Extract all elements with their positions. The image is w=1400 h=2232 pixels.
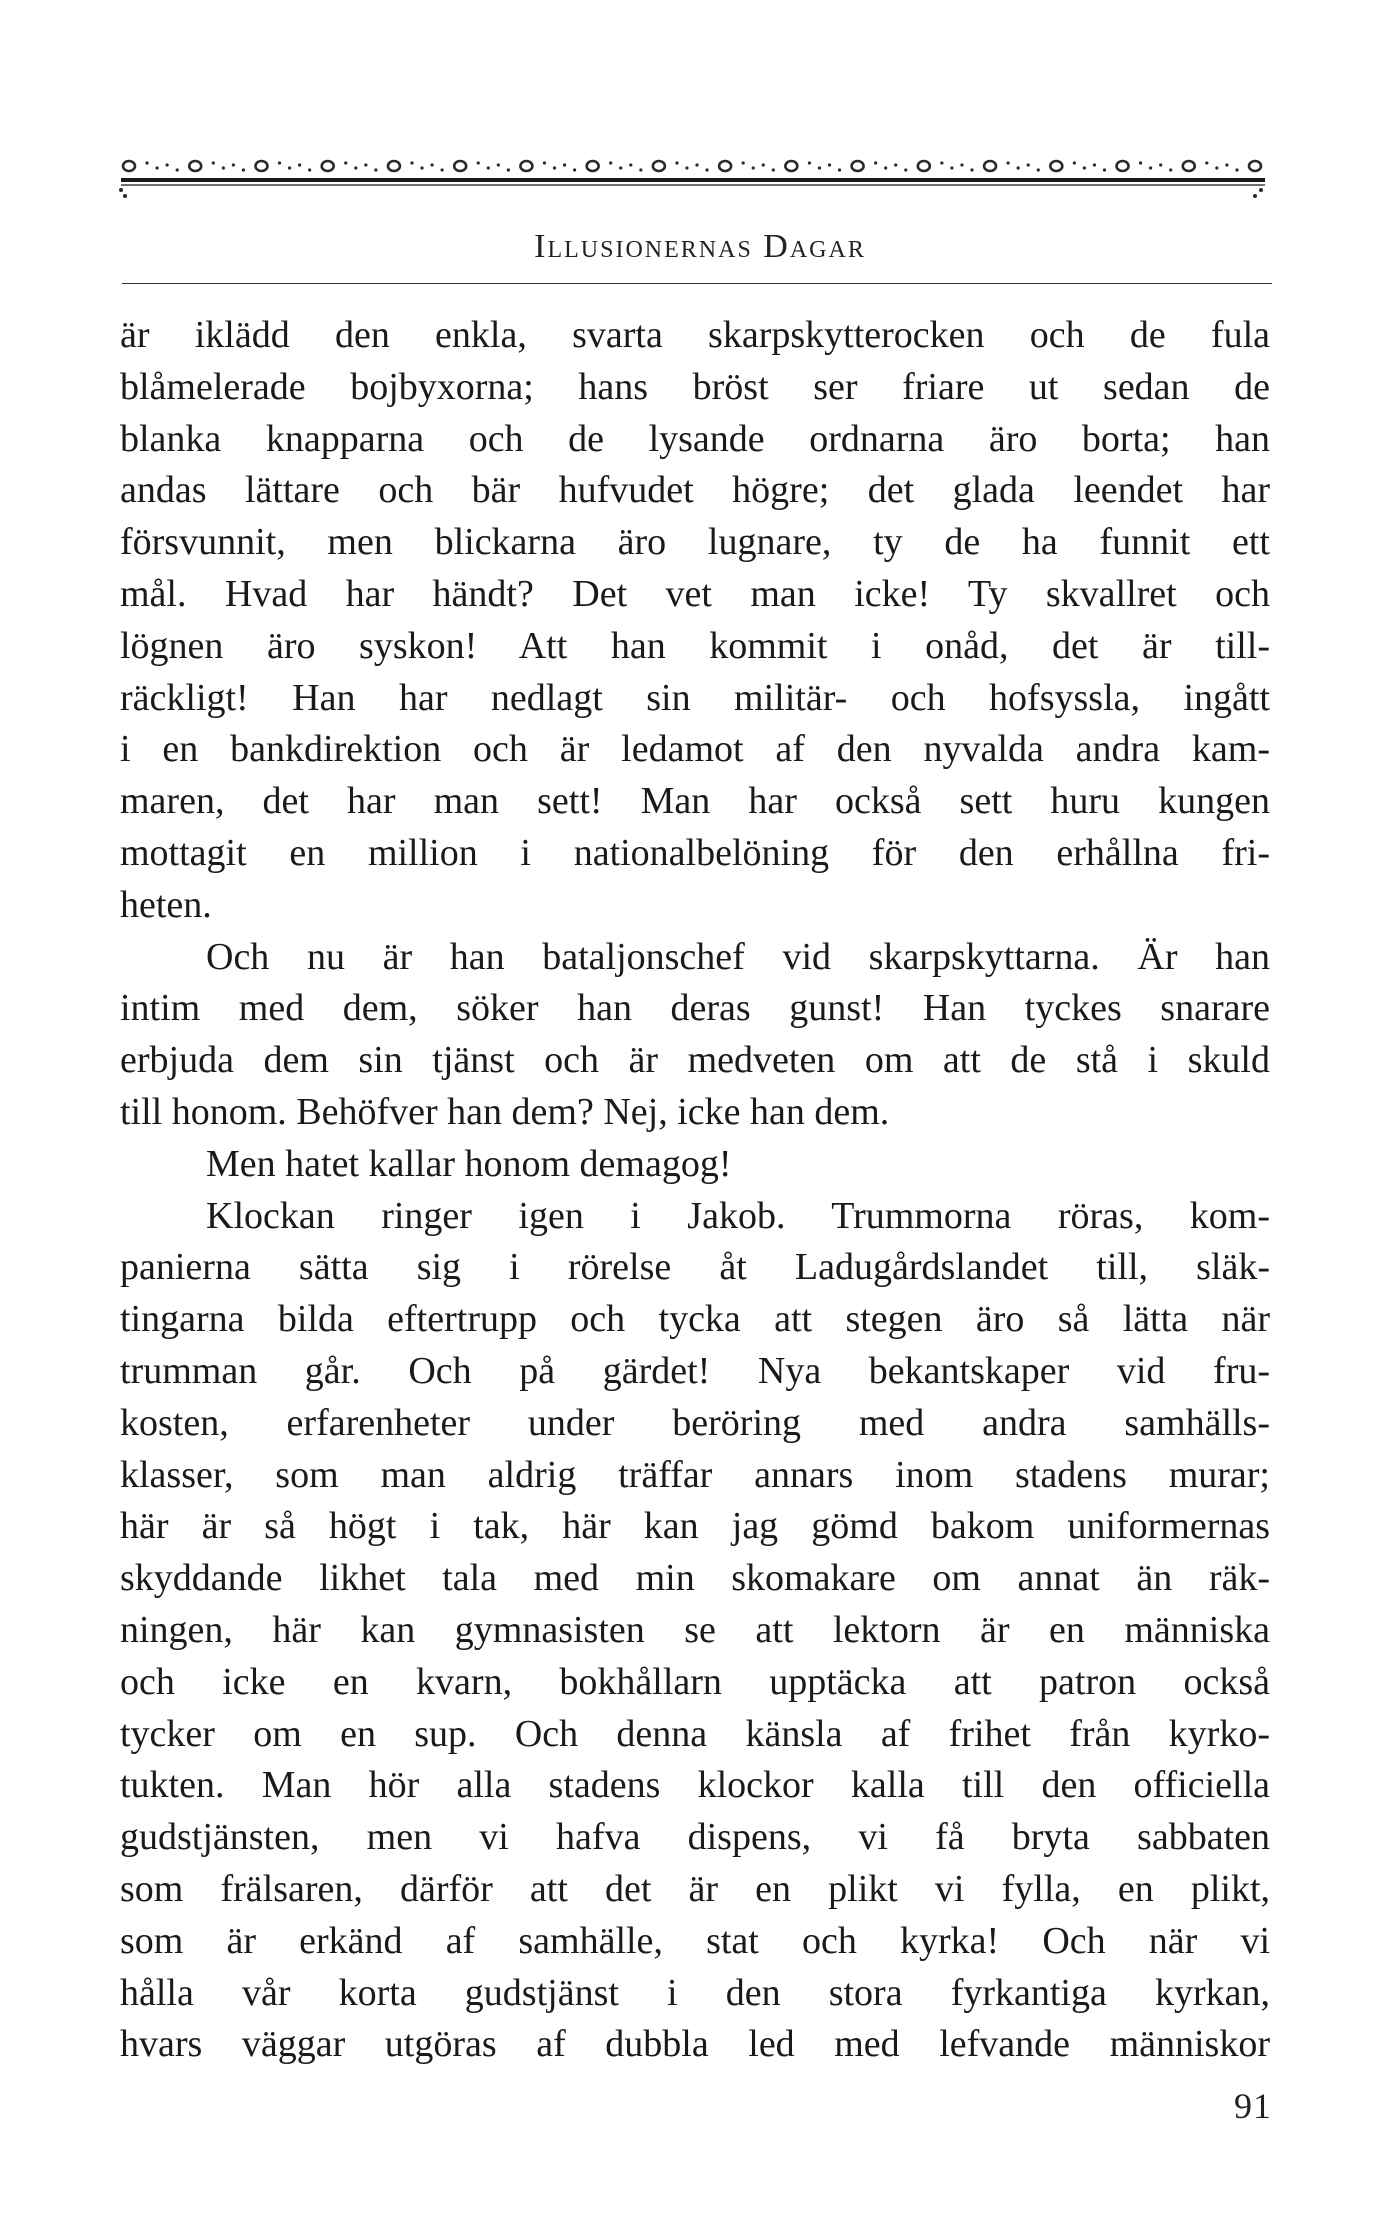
ornament-dot	[1027, 163, 1030, 166]
text-line: tukten. Man hör alla stadens klockor kalla till den officiella	[120, 1764, 1270, 1807]
page-number: 91	[1234, 2086, 1272, 2126]
ornament-loop	[785, 161, 797, 171]
text-line: maren, det har man sett! Man har också sett huru kungen	[120, 780, 1270, 823]
ornament-dot	[838, 168, 841, 171]
ornament-dot	[497, 163, 500, 166]
ornament-dot	[752, 166, 755, 169]
ornament-loop	[719, 161, 731, 171]
ornament-dot	[808, 161, 811, 164]
ornament-loop	[918, 161, 930, 171]
ornament-dot	[344, 161, 347, 164]
ornament-dot	[1205, 161, 1208, 164]
ornament-loop	[1249, 161, 1261, 171]
ornament-loop	[1050, 161, 1062, 171]
text-line: blanka knapparna och de lysande ordnarna äro borta; han	[120, 417, 1270, 460]
ornament-dot	[288, 166, 291, 169]
ornament-dot	[874, 161, 877, 164]
text-line: intim med dem, söker han deras gunst! Han tyckes snarare	[120, 987, 1270, 1030]
ornament-dot	[1017, 166, 1020, 169]
ornament-dot	[563, 163, 566, 166]
ornament-dot	[242, 168, 245, 171]
ornament-dot	[1225, 163, 1228, 166]
text-line: och icke en kvarn, bokhållarn upptäcka att patron också	[120, 1660, 1270, 1703]
ornament-dot	[742, 161, 745, 164]
ornament-dot	[1073, 161, 1076, 164]
text-line: som frälsaren, därför att det är en plikt vi fylla, en plikt,	[120, 1867, 1270, 1910]
ornament-dot	[629, 163, 632, 166]
ornament-dot	[705, 168, 708, 171]
ornament-dot	[1093, 163, 1096, 166]
ornament-dot	[772, 168, 775, 171]
text-line: mål. Hvad har händt? Det vet man icke! Ty skvallret och	[120, 572, 1270, 615]
ornament-dot	[278, 161, 281, 164]
ornament-dot	[685, 166, 688, 169]
ornament-dot	[1139, 161, 1142, 164]
text-line: tycker om en sup. Och denna känsla af frihet från kyrko-	[120, 1712, 1270, 1755]
ornament-loop	[520, 161, 532, 171]
ornament-dot	[176, 168, 179, 171]
text-line: Men hatet kallar honom demagog!	[206, 1142, 732, 1185]
ornament-dot	[308, 168, 311, 171]
ornament-dot	[232, 163, 235, 166]
text-line: försvunnit, men blickarna äro lugnare, ty de ha funnit ett	[120, 521, 1270, 564]
text-line: kosten, erfarenheter under beröring med andra samhälls-	[120, 1401, 1270, 1444]
text-line: heten.	[120, 883, 212, 926]
ornament-dot	[145, 161, 148, 164]
ornament-dot	[639, 168, 642, 171]
ornament-dot	[1083, 166, 1086, 169]
text-line: till honom. Behöfver han dem? Nej, icke han dem.	[120, 1090, 890, 1133]
text-line: räckligt! Han har nedlagt sin militär- och hofsyssla, ingått	[120, 676, 1270, 719]
ornament-dot	[155, 166, 158, 169]
text-line: hålla vår korta gudstjänst i den stora fyrkantiga kyrkan,	[120, 1971, 1270, 2014]
text-line: Och nu är han bataljonschef vid skarpskyttarna. Är han	[206, 935, 1270, 978]
text-line: blåmelerade bojbyxorna; hans bröst ser friare ut sedan de	[120, 365, 1270, 408]
ornament-loop	[653, 161, 665, 171]
ornament-dot	[1037, 168, 1040, 171]
text-line: skyddande likhet tala med min skomakare om annat än räk-	[120, 1557, 1270, 1600]
text-line: här är så högt i tak, här kan jag gömd bakom uniformernas	[120, 1505, 1270, 1548]
ornament-dot	[894, 163, 897, 166]
ornament-dot	[222, 166, 225, 169]
ornament-loop	[1117, 161, 1129, 171]
header-rule	[122, 283, 1272, 284]
text-line: gudstjänsten, men vi hafva dispens, vi få bryta sabbaten	[120, 1816, 1270, 1859]
text-line: i en bankdirektion och är ledamot af den nyvalda andra kam-	[120, 728, 1270, 771]
ornament-dot	[762, 163, 765, 166]
text-line: Klockan ringer igen i Jakob. Trummorna röras, kom-	[206, 1194, 1270, 1237]
ornament-dot	[609, 161, 612, 164]
text-line: lögnen äro syskon! Att han kommit i onåd, det är till-	[120, 624, 1270, 667]
ornament-dot	[430, 163, 433, 166]
ornament-dot	[553, 166, 556, 169]
ornament-dot	[364, 163, 367, 166]
text-line: tingarna bilda eftertrupp och tycka att stegen äro så lätta när	[120, 1298, 1270, 1341]
ornament-dot	[1215, 166, 1218, 169]
ornament-dot	[675, 161, 678, 164]
ornament-loop	[123, 161, 135, 171]
ornament-dot	[410, 161, 413, 164]
ornament-dot	[940, 161, 943, 164]
ornament-loop	[454, 161, 466, 171]
ornament-dot	[818, 166, 821, 169]
ornament-dot	[695, 163, 698, 166]
ornament-dot	[828, 163, 831, 166]
ornament-dot	[1103, 168, 1106, 171]
ornament-dot	[507, 168, 510, 171]
ornament-loop	[1183, 161, 1195, 171]
ornament-loop	[388, 161, 400, 171]
ornament-dot	[354, 166, 357, 169]
ornament-dot	[1007, 161, 1010, 164]
ornament-dot	[1235, 168, 1238, 171]
text-line: mottagit en million i nationalbelöning för den erhållna fri-	[120, 831, 1270, 874]
ornament-dot	[420, 166, 423, 169]
page-body-text	[120, 310, 1270, 2071]
text-line: ningen, här kan gymnasisten se att lektorn är en människa	[120, 1608, 1270, 1651]
ornament-loop	[984, 161, 996, 171]
ornament-loop	[255, 161, 267, 171]
text-line: panierna sätta sig i rörelse åt Ladugårdslandet till, släk-	[120, 1246, 1270, 1289]
ornament-dot	[970, 168, 973, 171]
decorative-header-ornament	[115, 140, 1270, 210]
ornament-dot	[1169, 168, 1172, 171]
ornament-dot	[573, 168, 576, 171]
ornament-dot	[950, 166, 953, 169]
text-line: hvars väggar utgöras af dubbla led med lefvande människor	[120, 2023, 1270, 2066]
text-line: är iklädd den enkla, svarta skarpskytterocken och de fula	[120, 314, 1270, 356]
ornament-loop	[189, 161, 201, 171]
ornament-dot	[904, 168, 907, 171]
ornament-dot	[960, 163, 963, 166]
ornament-dot	[1149, 166, 1152, 169]
ornament-dot	[166, 163, 169, 166]
ornament-dot	[441, 168, 444, 171]
text-line: som är erkänd af samhälle, stat och kyrka! Och när vi	[120, 1919, 1270, 1962]
ornament-dot	[884, 166, 887, 169]
ornament-dot	[477, 161, 480, 164]
ornament-dot	[374, 168, 377, 171]
running-title: Illusionernas Dagar	[534, 228, 866, 265]
text-line: andas lättare och bär hufvudet högre; det glada leendet har	[120, 469, 1270, 512]
ornament-loop	[587, 161, 599, 171]
ornament-dot	[619, 166, 622, 169]
ornament-dot	[298, 163, 301, 166]
ornament-dot	[487, 166, 490, 169]
text-line: trumman går. Och på gärdet! Nya bekantskaper vid fru-	[120, 1349, 1270, 1392]
ornament-loop	[852, 161, 864, 171]
ornament-dot	[212, 161, 215, 164]
text-line: erbjuda dem sin tjänst och är medveten om att de stå i skuld	[120, 1039, 1270, 1082]
ornament-loop	[322, 161, 334, 171]
ornament-dot	[1159, 163, 1162, 166]
text-line: klasser, som man aldrig träffar annars inom stadens murar;	[120, 1453, 1270, 1496]
ornament-dot	[543, 161, 546, 164]
